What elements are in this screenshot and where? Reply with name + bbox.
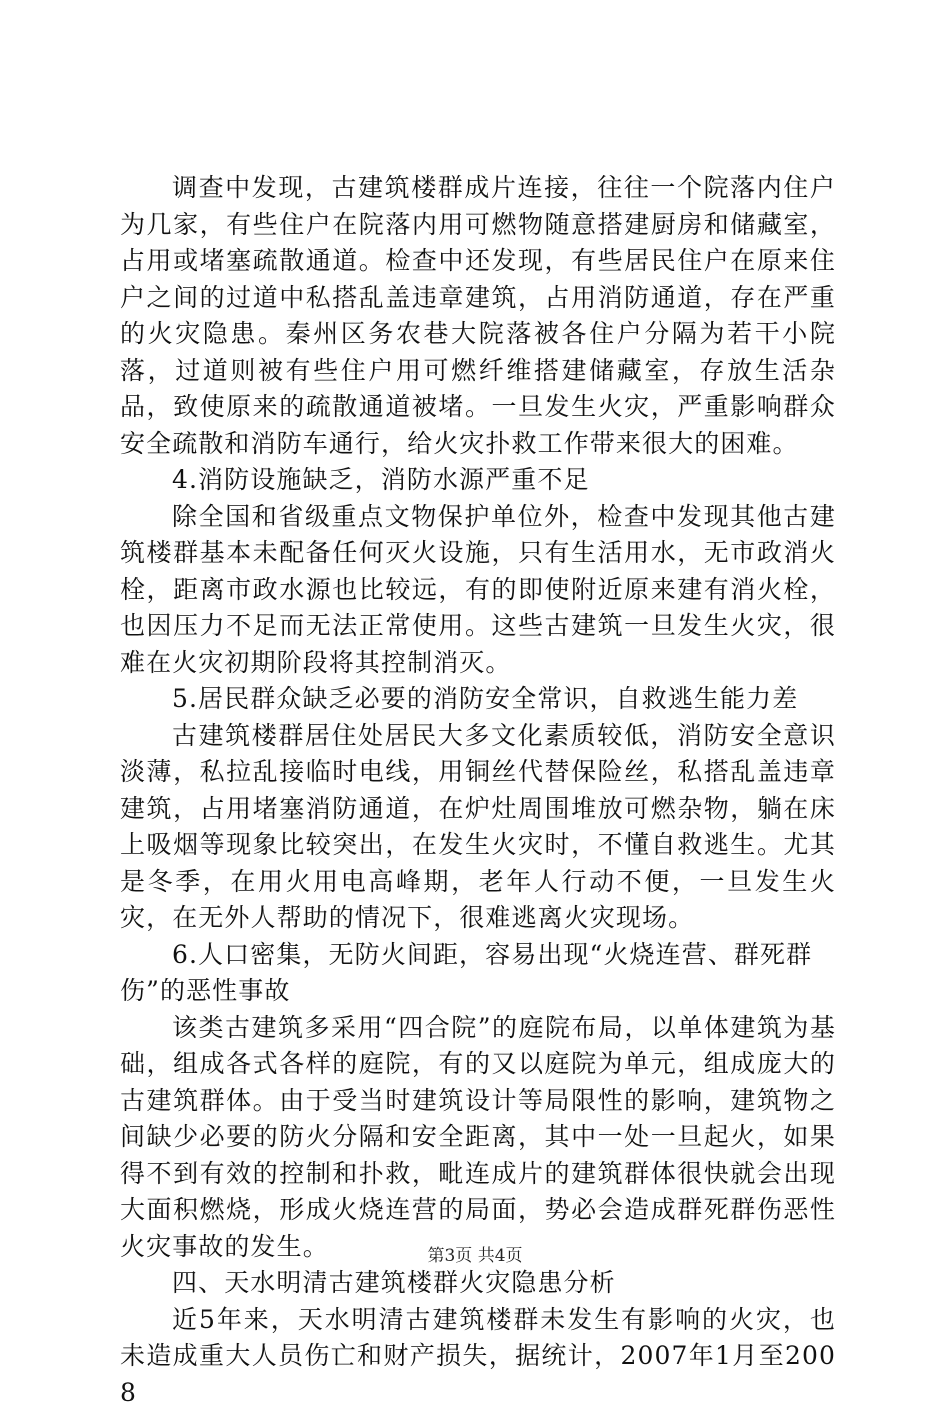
paragraph-population-density: 该类古建筑多采用“四合院”的庭院布局，以单体建筑为基础，组成各式各样的庭院，有的又以庭院为单元，组成庞大的古建筑群体。由于受当时建筑设计等局限性的影响，建筑物之间缺少必要的防火分隔和安全距离，其中一处一旦起火，如果得不到有效的控制和扑救，毗连成片的建筑群体很快就会出现大面积燃烧，形成火烧连营的局面，势必会造成群死群伤恶性火灾事故的发生。 [120, 1010, 836, 1266]
heading-resident-awareness: 5.居民群众缺乏必要的消防安全常识，自救逃生能力差 [120, 681, 836, 718]
page-number-footer: 第3页 共4页 [0, 1246, 950, 1266]
heading-section-four: 四、天水明清古建筑楼群火灾隐患分析 [120, 1265, 836, 1302]
paragraph-fire-facilities: 除全国和省级重点文物保护单位外，检查中发现其他古建筑楼群基本未配备任何灭火设施，只有生活用水，无市政消火栓，距离市政水源也比较远，有的即使附近原来建有消火栓，也因压力不足而无法正常使用。这些古建筑一旦发生火灾，很难在火灾初期阶段将其控制消灭。 [120, 499, 836, 682]
paragraph-survey-findings: 调查中发现，古建筑楼群成片连接，往往一个院落内住户为几家，有些住户在院落内用可燃物随意搭建厨房和储藏室，占用或堵塞疏散通道。检查中还发现，有些居民住户在原来住户之间的过道中私搭乱盖违章建筑，占用消防通道，存在严重的火灾隐患。秦州区务农巷大院落被各住户分隔为若干小院落，过道则被有些住户用可燃纤维搭建储藏室，存放生活杂品，致使原来的疏散通道被堵。一旦发生火灾，严重影响群众安全疏散和消防车通行，给火灾扑救工作带来很大的困难。 [120, 170, 836, 462]
paragraph-recent-statistics: 近5年来，天水明清古建筑楼群未发生有影响的火灾，也未造成重大人员伤亡和财产损失，据统计，2007年1月至2008 [120, 1302, 836, 1411]
heading-population-density: 6.人口密集，无防火间距，容易出现“火烧连营、群死群伤”的恶性事故 [120, 937, 836, 1010]
heading-fire-facilities: 4.消防设施缺乏，消防水源严重不足 [120, 462, 836, 499]
document-body [120, 170, 836, 1411]
paragraph-resident-awareness: 古建筑楼群居住处居民大多文化素质较低，消防安全意识淡薄，私拉乱接临时电线，用铜丝代替保险丝，私搭乱盖违章建筑，占用堵塞消防通道，在炉灶周围堆放可燃杂物，躺在床上吸烟等现象比较突出，在发生火灾时，不懂自救逃生。尤其是冬季，在用火用电高峰期，老年人行动不便，一旦发生火灾，在无外人帮助的情况下，很难逃离火灾现场。 [120, 718, 836, 937]
